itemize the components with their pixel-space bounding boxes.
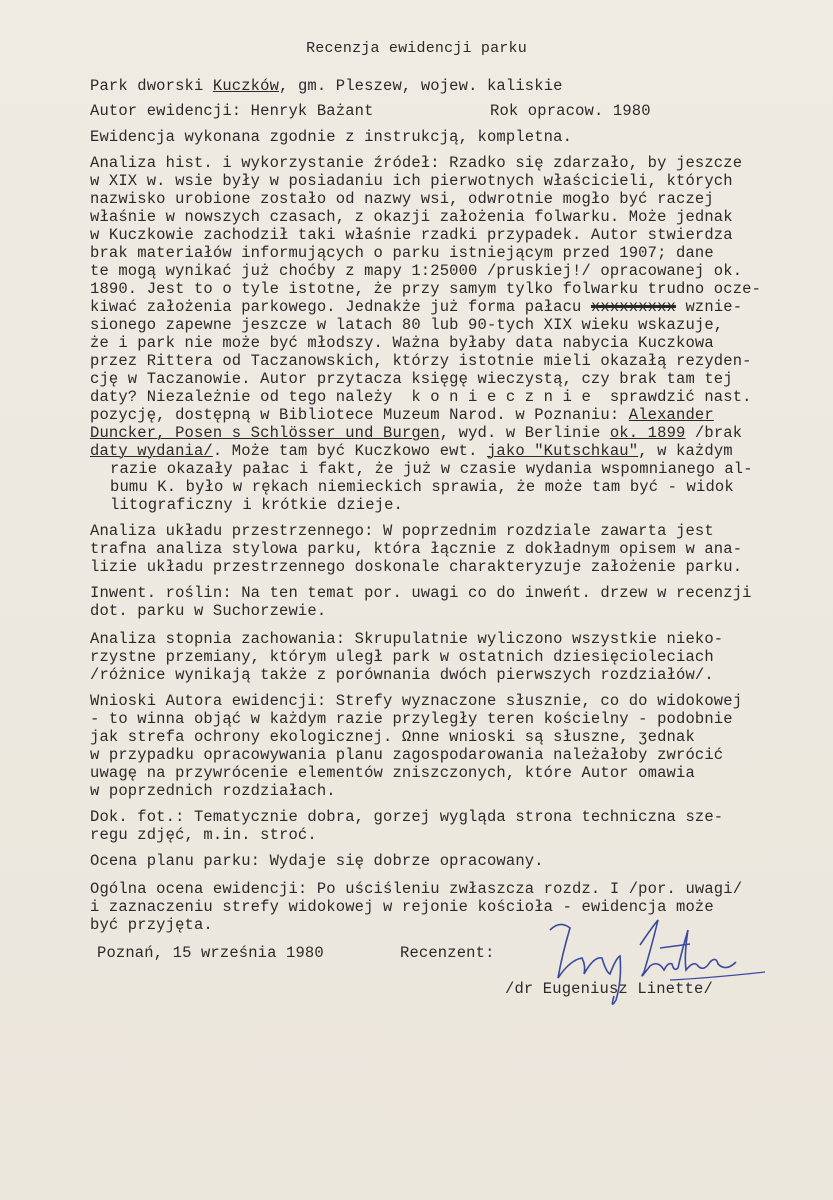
preservation-line: Analiza stopnia zachowania: Skrupulatnie wyliczono wszystkie nieko- <box>90 630 724 648</box>
struck-word: xxxxxxxxx <box>590 298 677 316</box>
hist-text: . Może tam być Kuczkowo ewt. <box>212 442 487 460</box>
hist-line: razie okazały pałac i fakt, że już w czasie wydania wspomnianego al- <box>110 460 753 478</box>
preservation-line: /różnice wynikają także z porównania dwóch pierwszych rozdziałów/. <box>90 666 714 684</box>
year-line: Rok opracow. 1980 <box>490 102 651 120</box>
hist-line: daty? Niezależnie od tego należy k o n i e c z n i e sprawdzić nast. <box>90 388 752 406</box>
hist-line: przez Rittera od Taczanowskich, którzy istotnie mieli okazałą rezyden- <box>90 352 752 370</box>
conclusions-line: w poprzednich rozdziałach. <box>90 782 336 800</box>
park-line <box>90 77 563 95</box>
hist-line <box>90 424 742 442</box>
photo-docs-line: Dok. fot.: Tematycznie dobra, gorzej wygląda strona techniczna sze- <box>90 808 724 826</box>
park-name: Kuczków <box>212 77 280 95</box>
underlined-text: daty wydania/ <box>90 442 213 460</box>
hist-text: kiwać założenia parkowego. Jednakże już forma pałacu <box>90 298 591 316</box>
overall-line: i zaznaczeniu strefy widokowej w rejonie kościoła - ewidencja może <box>90 898 714 916</box>
hist-line: w XIX w. wsie były w posiadaniu ich pierwotnych właścicieli, których <box>90 172 733 190</box>
hist-text: wznie- <box>676 298 743 316</box>
conclusions-line: uwagę na przywrócenie elementów zniszczonych, które Autor omawia <box>90 764 695 782</box>
plants-line: Inwent. roślin: Na ten temat por. uwagi co do inweńt. drzew w recenzji <box>90 584 752 602</box>
park-prefix: Park dworski <box>90 77 213 95</box>
author-line: Autor ewidencji: Henryk Bażant <box>90 102 374 120</box>
hist-line: cję w Taczanowie. Autor przytacza księgę wieczystą, czy brak tam tej <box>90 370 733 388</box>
reviewer-name: /dr Eugeniusz Linette/ <box>505 980 713 998</box>
hist-text: , wyd. w Berlinie <box>439 424 610 442</box>
spatial-line: lizie układu przestrzennego doskonale charakteryzuje założenie parku. <box>90 558 743 576</box>
hist-line: 1890. Jest to o tyle istotne, że przy samym tylko folwarku trudno ocze- <box>90 280 762 298</box>
hist-line <box>90 442 733 460</box>
overall-line: być przyjęta. <box>90 916 213 934</box>
hist-line: w Kuczkowie zachodził taki właśnie rzadki przypadek. Autor stwierdza <box>90 226 733 244</box>
hist-line: bumu K. było w rękach niemieckich sprawia, że może tam być - widok <box>110 478 734 496</box>
preservation-line: rzystne przemiany, którym uległ park w ostatnich dziesięcioleciach <box>90 648 714 666</box>
hist-line <box>90 298 742 316</box>
plan-evaluation-line: Ocena planu parku: Wydaje się dobrze opracowany. <box>90 852 544 870</box>
hist-line: sionego zapewne jeszcze w latach 80 lub 90-tych XIX wieku wskazuje, <box>90 316 724 334</box>
document-title: Recenzja ewidencji parku <box>306 40 527 57</box>
overall-line: Ogólna ocena ewidencji: Po uściśleniu zwłaszcza rozdz. I /por. uwagi/ <box>90 880 743 898</box>
conclusions-line: Wnioski Autora ewidencji: Strefy wyznaczone słusznie, co do widokowej <box>90 692 743 710</box>
hist-text: , w każdym <box>638 442 733 460</box>
underlined-text: Duncker, Posen s Schlösser und Burgen <box>90 424 440 442</box>
spatial-line: Analiza układu przestrzennego: W poprzednim rozdziale zawarta jest <box>90 522 714 540</box>
conclusions-line: w przypadku opracowywania planu zagospodarowania należałoby zwrócić <box>90 746 724 764</box>
underlined-text: ok. 1899 <box>609 424 686 442</box>
signature-drawing <box>540 900 780 1020</box>
hist-line: litograficzny i krótkie dzieje. <box>110 496 403 514</box>
hist-line: te mogą wynikać już choćby z mapy 1:25000 /pruskiej!/ opracowanej ok. <box>90 262 743 280</box>
evaluation-line: Ewidencja wykonana zgodnie z instrukcją, kompletna. <box>90 128 573 146</box>
hist-line: właśnie w nowszych czasach, z okazji założenia folwarku. Może jednak <box>90 208 733 226</box>
place-date: Poznań, 15 września 1980 <box>97 944 324 962</box>
handwritten-signature <box>540 900 780 1020</box>
conclusions-line: - to winna objąć w każdym razie przyległy teren kościelny - podobnie <box>90 710 733 728</box>
hist-line: nazwisko urobione zostało od nazwy wsi, odwrotnie mogło być raczej <box>90 190 714 208</box>
underlined-text: Alexander <box>628 406 714 424</box>
hist-line <box>90 406 714 424</box>
plants-line: dot. parku w Suchorzewie. <box>90 602 327 620</box>
photo-docs-line: regu zdjęć, m.in. stroć. <box>90 826 317 844</box>
hist-line: Analiza hist. i wykorzystanie źródeł: Rzadko się zdarzało, by jeszcze <box>90 154 743 172</box>
conclusions-line: jak strefa ochrony ekologicznej. Ωnne wnioski są słuszne, ʒednak <box>90 728 695 746</box>
hist-line: brak materiałów informujących o parku istniejącym przed 1907; dane <box>90 244 714 262</box>
reviewer-label: Recenzent: <box>400 944 495 962</box>
spatial-line: trafna analiza stylowa parku, która łącznie z dokładnym opisem w ana- <box>90 540 743 558</box>
hist-text: pozycję, dostępną w Bibliotece Muzeum Narod. w Poznaniu: <box>90 406 629 424</box>
hist-text: /brak <box>685 424 743 442</box>
hist-line: że i park nie może być młodszy. Ważna byłaby data nabycia Kuczkowa <box>90 334 714 352</box>
park-suffix: , gm. Pleszew, wojew. kaliskie <box>279 77 563 95</box>
underlined-text: jako "Kutschkau" <box>486 442 639 460</box>
